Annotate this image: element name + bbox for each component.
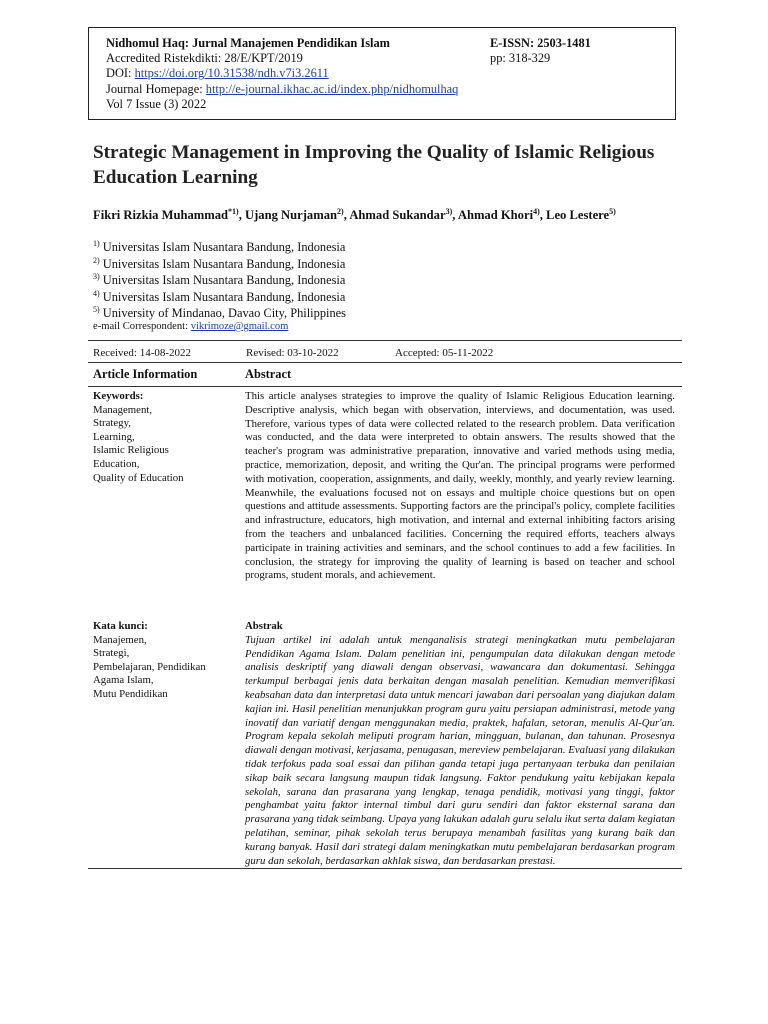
page-range: pp: 318-329	[490, 51, 551, 66]
divider	[88, 340, 682, 341]
keywords-id	[93, 620, 235, 702]
article-information-heading: Article Information	[93, 367, 198, 381]
correspondence-line	[93, 320, 683, 333]
accreditation: Accredited Ristekdikti: 28/E/KPT/2019	[106, 51, 303, 66]
affiliation-item	[93, 236, 683, 253]
affiliation-item	[93, 269, 683, 286]
doi-label: DOI:	[106, 66, 132, 81]
affiliation-text: University of Mindanao, Davao City, Philippines	[102, 306, 346, 321]
homepage-label: Journal Homepage:	[106, 81, 203, 96]
affiliation-text: Universitas Islam Nusantara Bandung, Indonesia	[102, 256, 346, 271]
abstract-en	[245, 390, 675, 583]
received-date: Received: 14-08-2022	[93, 347, 192, 359]
abstract-id	[245, 620, 675, 868]
journal-header-box	[88, 27, 676, 120]
keyword-item: Mutu Pendidikan	[93, 687, 168, 700]
keyword-item: Agama Islam,	[93, 674, 154, 687]
keyword-item: Pembelajaran, Pendidikan	[93, 660, 206, 673]
homepage-link[interactable]: http://e-journal.ikhac.ac.id/index.php/nidhomulhaq	[205, 81, 459, 96]
doi-link[interactable]: https://doi.org/10.31538/ndh.v7i3.2611	[134, 66, 329, 81]
affiliation-number: 1)	[93, 239, 100, 248]
keyword-item: Management,	[93, 403, 153, 416]
affiliation-text: Universitas Islam Nusantara Bandung, Indonesia	[102, 273, 346, 288]
kata-kunci-heading: Kata kunci:	[93, 620, 148, 632]
keyword-item: Manajemen,	[93, 633, 147, 646]
revised-date: Revised: 03-10-2022	[246, 347, 339, 359]
affiliation-text: Universitas Islam Nusantara Bandung, Indonesia	[102, 289, 346, 304]
divider	[88, 868, 682, 869]
author-mark: 4)	[533, 207, 540, 216]
paper-title: Strategic Management in Improving the Quality of Islamic Religious Education Learning	[93, 142, 655, 188]
author-mark: 2)	[337, 207, 344, 216]
author-mark: 3)	[445, 207, 453, 216]
keywords-heading: Keywords:	[93, 390, 144, 402]
author-name: Ujang Nurjaman	[245, 208, 338, 223]
article-dates	[93, 346, 683, 360]
email-link[interactable]: vikrimoze@gmail.com	[190, 320, 289, 332]
author-mark: *1)	[228, 207, 239, 216]
keyword-item: Strategi,	[93, 647, 130, 660]
journal-name: Nidhomul Haq: Jurnal Manajemen Pendidikan Islam	[106, 36, 390, 50]
affiliation-number: 3)	[93, 272, 100, 282]
author-name: Ahmad Sukandar	[349, 208, 446, 223]
abstract-heading: Abstract	[245, 367, 292, 381]
abstract-en-text: This article analyses strategies to improve the quality of Islamic Religious Education learning. Descriptive analysis, which began with observation, interviews, and documentation, was used. Therefore, various types of data were collected related to the research problem. Data verification was conducted, and the data were interpreted to obtain answers. The results showed that the teacher's program was administrative preparation, innovative and varied methods using media, practice, memorization, deposit, and writing the Qur'an. The principal programs were performed with motivation, cooperation, assignments, and daily, weekly, monthly, and yearly review learning. Meanwhile, the evaluations focused not on essays and multiple choice questions but on open questions and attitude assessments. Supporting factors are the principal's policy, complete facilities and infrastructure, educators, high motivation, and internal and external inhibiting factors arising from the teachers and unbalanced facilities. Concerning the required efforts, teachers always participate in training activities and seminars, and the school continues to add a few facilities. In conclusion, the strategy for improving the quality of learning is based on teacher and school programs, student morals, and achievement.	[245, 390, 675, 582]
keyword-item: Quality of Education	[93, 471, 184, 484]
author-name: Leo Lestere	[546, 208, 610, 223]
affiliation-item	[93, 286, 683, 303]
keywords-en	[93, 390, 235, 485]
accepted-date: Accepted: 05-11-2022	[395, 347, 494, 359]
affiliation-number: 2)	[93, 255, 100, 265]
keyword-item: Islamic Religious	[93, 444, 169, 457]
author-mark: 5)	[609, 207, 616, 216]
affiliation-list	[93, 236, 683, 333]
author-name: Ahmad Khori	[457, 208, 534, 223]
email-label: e-mail Correspondent:	[93, 320, 189, 332]
keyword-item: Strategy,	[93, 417, 131, 430]
affiliation-text: Universitas Islam Nusantara Bandung, Indonesia	[102, 240, 346, 255]
affiliation-number: 4)	[93, 288, 100, 298]
abstrak-heading: Abstrak	[245, 620, 283, 632]
author-list: Fikri Rizkia Muhammad$^{*1)}$, Ujang Nurjaman$^{2)}$, Ahmad Sukandar$^{3)}$, Ahmad Khori$^{4)}$, Leo Lestere$^{5)}$	[93, 207, 616, 223]
keyword-item: Learning,	[93, 430, 135, 443]
abstract-id-text: Tujuan artikel ini adalah untuk menganalisis strategi meningkatkan mutu pembelajaran Pendidikan Agama Islam. Dalam penelitian ini, pengumpulan data dilakukan dengan metode analisis deskriptif yang diawali dengan observasi, wawancara dan dokumentasi. Sehingga terkumpul berbagai jenis data berkaitan dengan masalah penelitian. Kemudian memverifikasi keabsahan data dan interpretasi data untuk mencari jawaban dari persoalan yang diajukan dalam kajian ini. Hasil penelitian menunjukkan program guru yaitu persiapan administrasi, metode yang inovatif dan variatif dengan menggunakan media, praktek, hafalan, setoran, menulis Al-Qur'an. Program kepala sekolah meliputi program harian, mingguan, bulanan, dan tahunan. Prosesnya diawali dengan motivasi, kerjasama, penugasan, mereview pembelajaran. Evaluasi yang dilakukan tidak terfokus pada soal essai dan pilihan ganda tetapi juga pertanyaan terbuka dan penilaian sikap baik secara langsung maupun tidak langsung. Faktor pendukung yaitu kebijakan kepala sekolah, sarana dan prasarana yang lengkap, tenaga pendidik, motivasi yang tinggi, faktor penghambat yaitu faktor internal timbul dari guru sendiri dan faktor eksternal sarana dan prasarana yang tidak seimbang. Upaya yang lakukan adalah guru selalu ikut serta dalam kegiatan pelatihan, seminar, pihak sekolah terus berupaya menambah fasilitas yang kurang baik dan kurang banyak. Hasil dari strategi dalam meningkatkan mutu pembelajaran berdasarkan program guru dan sekolah, berdasarkan akhlak siswa, dan berdasarkan prestasi.	[245, 633, 675, 867]
divider	[88, 362, 682, 363]
eissn: E-ISSN: 2503-1481	[490, 36, 591, 50]
affiliation-item	[93, 302, 683, 319]
keyword-item: Education,	[93, 457, 140, 470]
affiliation-number: 5)	[93, 305, 100, 315]
volume-issue: Vol 7 Issue (3) 2022	[106, 96, 207, 111]
author-name: Fikri Rizkia Muhammad	[93, 208, 229, 223]
divider	[88, 386, 682, 387]
affiliation-item	[93, 253, 683, 270]
